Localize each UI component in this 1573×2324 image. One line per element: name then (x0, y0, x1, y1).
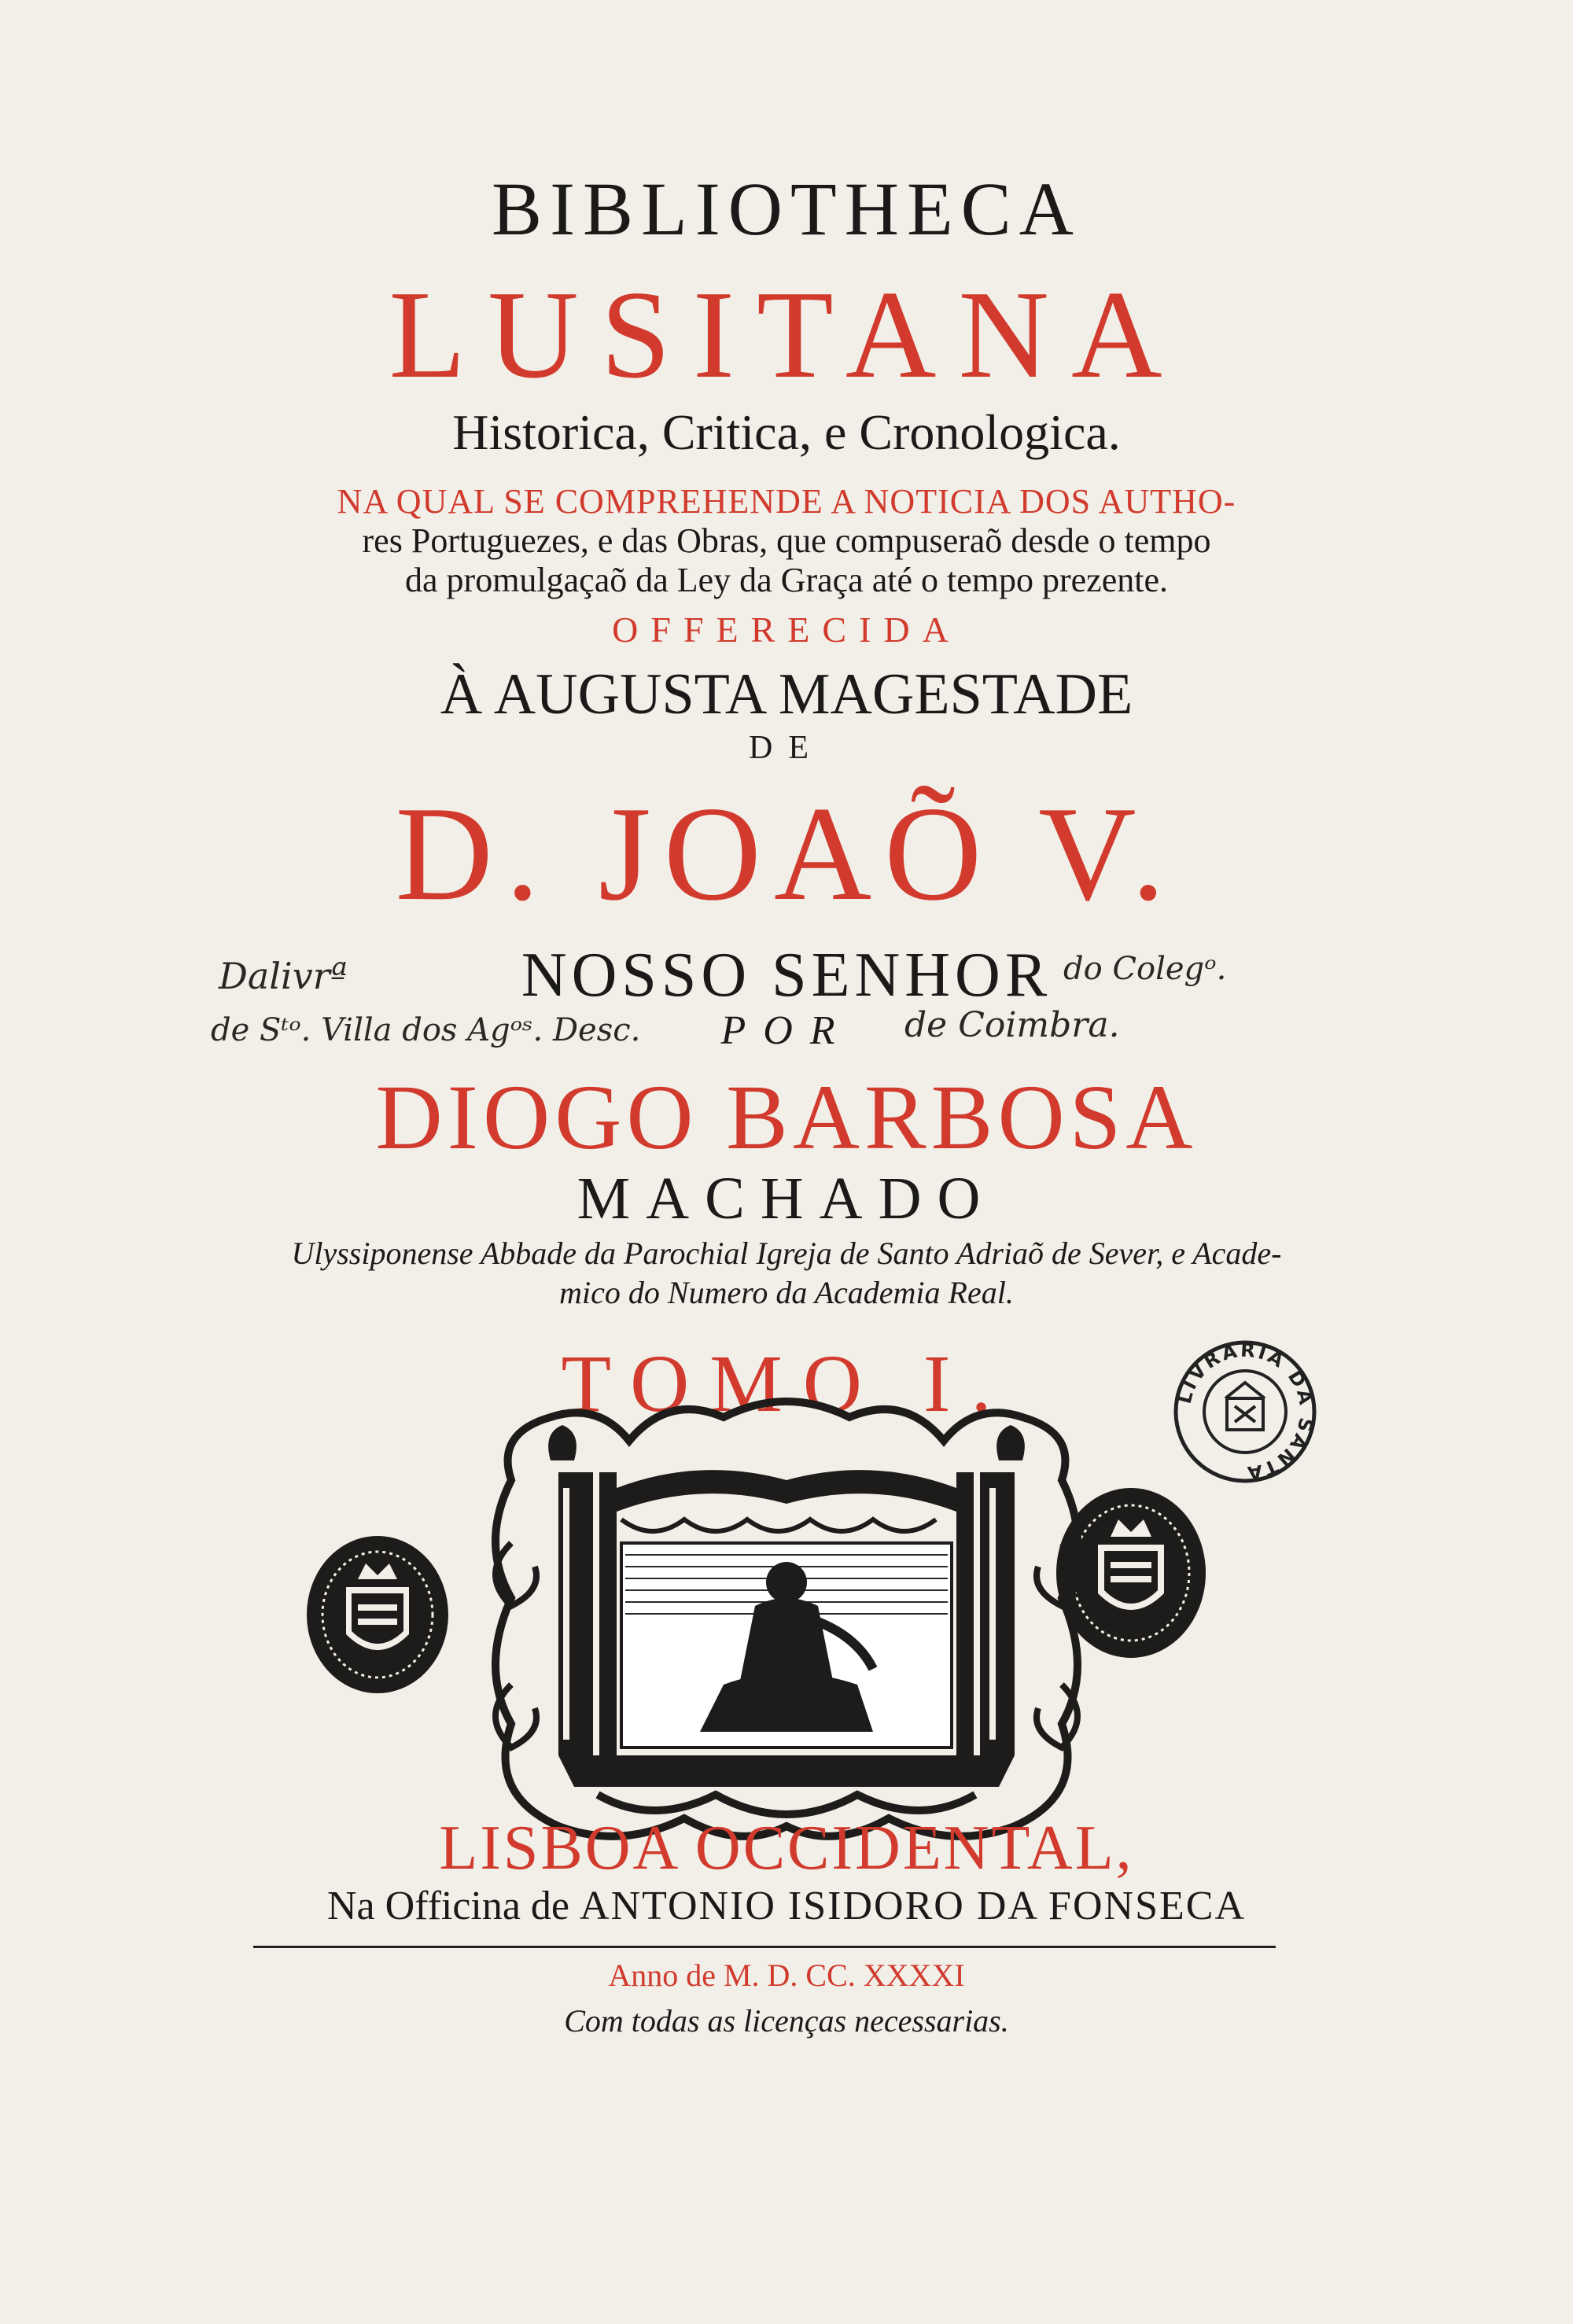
imprint-year: Anno de M. D. CC. XXXXI (608, 1958, 965, 1993)
volume-tomo: TOMO I. (561, 1339, 1012, 1429)
imprint-printer-prefix: Na Officina de (327, 1884, 580, 1928)
offerecida: OFFERECIDA (612, 610, 961, 650)
seal-left-icon (303, 1532, 452, 1697)
king-name: D. JOAÕ V. (395, 779, 1178, 929)
imprint-printer (0, 1886, 1573, 1927)
imprint-printer-name: ANTONIO ISIDORO DA FONSECA (580, 1884, 1246, 1928)
svg-text:LIVRARIA DA SANTA (1173, 1339, 1317, 1484)
imprint-rule (253, 1946, 1276, 1948)
library-stamp-icon (1170, 1337, 1320, 1486)
description-line-2-prefix: res (362, 521, 403, 560)
description-line-2-text: Portuguezes, e das Obras, que compuseraõ desde o tempo (402, 521, 1211, 560)
author-name-2: MACHADO (577, 1166, 996, 1232)
description-line-1: NA QUAL SE COMPREHENDE A NOTICIA DOS AUTHO- (337, 482, 1236, 521)
author-description-2: mico do Numero da Academia Real. (559, 1275, 1014, 1310)
printer-device-icon (464, 1386, 1109, 1850)
handwriting-right-1: do Colegᵒ. (1063, 951, 1227, 987)
por-line: POR (720, 1008, 853, 1053)
augusta-magestade: À AUGUSTA MAGESTADE (440, 662, 1133, 727)
author-description-1: Ulyssiponense Abbade da Parochial Igreja de Santo Adriaõ de Sever, e Acade- (291, 1236, 1282, 1271)
de-line: DE (749, 730, 824, 766)
handwriting-left-2: de Sᵗᵒ. Villa dos Agᵒˢ. Desc. (211, 1012, 641, 1048)
handwriting-right-2: de Coimbra. (904, 1005, 1120, 1045)
nosso-senhor: NOSSO SENHOR (521, 941, 1052, 1010)
stamp-ring-text: LIVRARIA DA SANTA (1173, 1339, 1318, 1485)
imprint-city: LISBOA OCCIDENTAL, (439, 1814, 1134, 1883)
title-lusitana: LUSITANA (389, 264, 1184, 404)
handwriting-left-1: Dalivrª (219, 955, 348, 997)
imprint-licences: Com todas as licenças necessarias. (564, 2003, 1009, 2039)
author-name-1: DIOGO BARBOSA (375, 1066, 1198, 1169)
subtitle: Historica, Critica, e Cronologica. (452, 404, 1121, 460)
title-bibliotheca: BIBLIOTHECA (492, 167, 1081, 251)
description-line-3: da promulgaçaõ da Ley da Graça até o tempo prezente. (405, 561, 1168, 599)
description-line-2 (0, 521, 1573, 560)
